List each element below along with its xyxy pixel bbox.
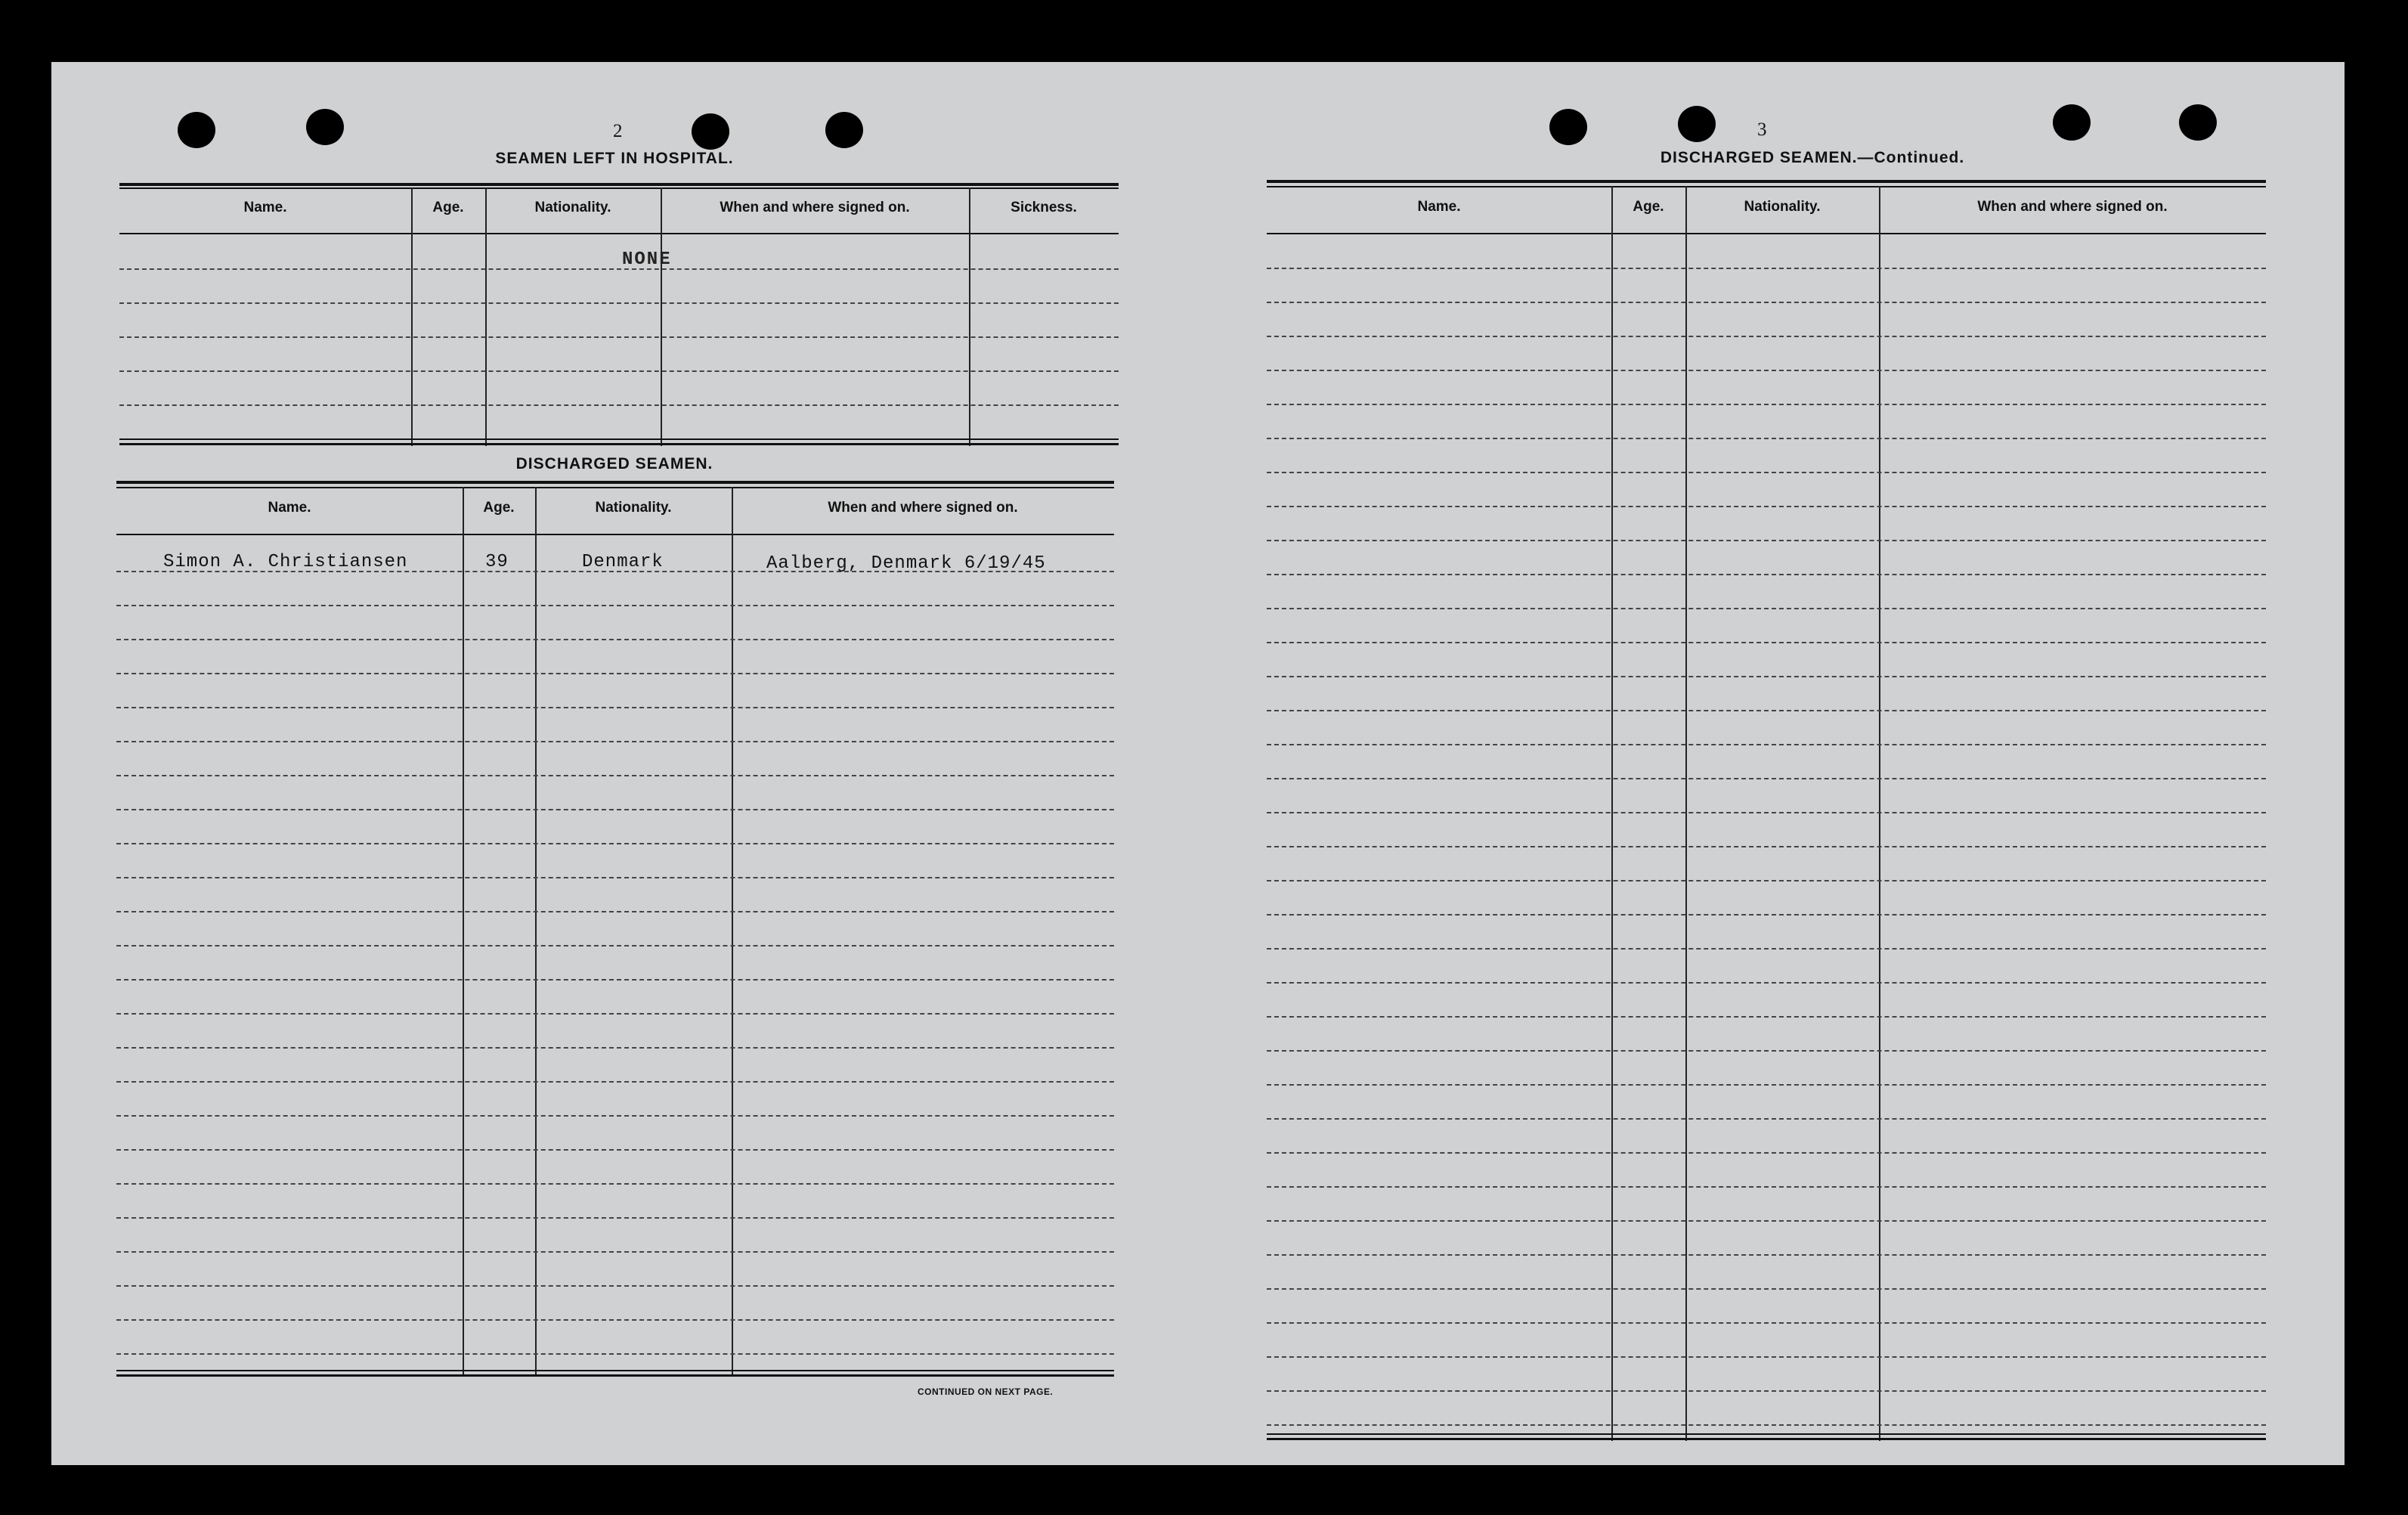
hospital-section-title: SEAMEN LEFT IN HOSPITAL.	[495, 150, 734, 167]
discharged-continued-table	[1267, 180, 2266, 1442]
ruled-line	[1267, 642, 2266, 643]
ruled-line	[1267, 506, 2266, 507]
ruled-line	[116, 673, 1114, 674]
hospital-col-age: Age.	[432, 200, 464, 215]
ruled-line	[116, 1081, 1114, 1083]
ruled-line	[116, 639, 1114, 640]
ruled-line	[116, 741, 1114, 742]
ruled-line	[1267, 1356, 2266, 1358]
punch-hole	[306, 109, 344, 145]
ruled-line	[1267, 1424, 2266, 1426]
ruled-line	[1267, 302, 2266, 303]
ruled-line	[1267, 472, 2266, 473]
ruled-line	[116, 1217, 1114, 1219]
ruled-line	[116, 1183, 1114, 1185]
right-col-name: Name.	[1417, 199, 1461, 215]
punch-hole	[1549, 109, 1587, 145]
ruled-line	[1267, 1322, 2266, 1324]
ruled-line	[1267, 1016, 2266, 1018]
ruled-line	[1267, 812, 2266, 813]
ruled-line	[1267, 676, 2266, 677]
ruled-line	[116, 979, 1114, 981]
punch-hole	[825, 112, 863, 148]
ruled-line	[1267, 540, 2266, 541]
punch-hole	[2179, 104, 2217, 141]
ruled-line	[116, 945, 1114, 946]
table-row-nationality: Denmark	[582, 552, 664, 572]
ruled-line	[1267, 744, 2266, 745]
discharged-col-name: Name.	[268, 500, 311, 516]
hospital-col-sickness: Sickness.	[1011, 200, 1077, 215]
ruled-line	[116, 809, 1114, 810]
ruled-line	[116, 1319, 1114, 1321]
ruled-line	[1267, 574, 2266, 575]
ruled-line	[116, 843, 1114, 844]
discharged-col-signed-on: When and where signed on.	[828, 500, 1018, 516]
ruled-line	[1267, 608, 2266, 609]
ruled-line	[1267, 1186, 2266, 1188]
punch-hole	[692, 113, 729, 150]
ruled-line	[1267, 914, 2266, 916]
ruled-line	[116, 775, 1114, 776]
punch-hole	[1678, 106, 1716, 142]
ruled-line	[1267, 1084, 2266, 1086]
ruled-line	[1267, 982, 2266, 984]
ruled-line	[1267, 1288, 2266, 1290]
ruled-line	[1267, 710, 2266, 711]
discharged-col-nationality: Nationality.	[595, 500, 672, 516]
ruled-line	[116, 911, 1114, 912]
table-row-signed-on: Aalberg, Denmark 6/19/45	[766, 553, 1046, 574]
continued-footer: CONTINUED ON NEXT PAGE.	[918, 1386, 1054, 1397]
ruled-line	[1267, 1254, 2266, 1256]
ruled-line	[116, 1149, 1114, 1151]
ruled-line	[116, 877, 1114, 878]
right-page-title: DISCHARGED SEAMEN.—Continued.	[1660, 149, 1965, 166]
ruled-line	[1267, 948, 2266, 950]
hospital-col-name: Name.	[243, 200, 287, 215]
ruled-line	[1267, 1118, 2266, 1120]
ruled-line	[1267, 1152, 2266, 1154]
ruled-line	[1267, 778, 2266, 779]
punch-hole	[2053, 104, 2091, 141]
document-sheet	[51, 62, 2345, 1465]
table-row-age: 39	[485, 552, 509, 572]
ruled-line	[1267, 880, 2266, 881]
none-stamp: NONE	[622, 249, 672, 270]
ruled-line	[1267, 370, 2266, 371]
discharged-table	[116, 481, 1114, 1376]
punch-hole	[178, 112, 215, 148]
ruled-line	[116, 605, 1114, 606]
ruled-line	[1267, 438, 2266, 439]
discharged-section-title: DISCHARGED SEAMEN.	[515, 455, 713, 472]
left-page-number: 2	[613, 121, 623, 141]
hospital-table	[119, 183, 1119, 448]
ruled-line	[116, 1251, 1114, 1253]
ruled-line	[116, 1353, 1114, 1355]
ruled-line	[1267, 404, 2266, 405]
ruled-line	[1267, 336, 2266, 337]
right-col-nationality: Nationality.	[1744, 199, 1821, 215]
right-col-signed-on: When and where signed on.	[1977, 199, 2168, 215]
right-page-number: 3	[1757, 119, 1767, 140]
ruled-line	[116, 1013, 1114, 1015]
ruled-line	[116, 1285, 1114, 1287]
right-col-age: Age.	[1633, 199, 1664, 215]
ruled-line	[1267, 1220, 2266, 1222]
ruled-line	[1267, 846, 2266, 847]
hospital-col-nationality: Nationality.	[534, 200, 611, 215]
table-row-name: Simon A. Christiansen	[163, 552, 408, 572]
ruled-line	[116, 707, 1114, 708]
discharged-col-age: Age.	[483, 500, 515, 516]
ruled-line	[116, 1047, 1114, 1049]
ruled-line	[116, 1115, 1114, 1117]
ruled-line	[1267, 1050, 2266, 1052]
hospital-col-signed-on: When and where signed on.	[720, 200, 910, 215]
ruled-line	[1267, 268, 2266, 269]
ruled-line	[1267, 1390, 2266, 1392]
